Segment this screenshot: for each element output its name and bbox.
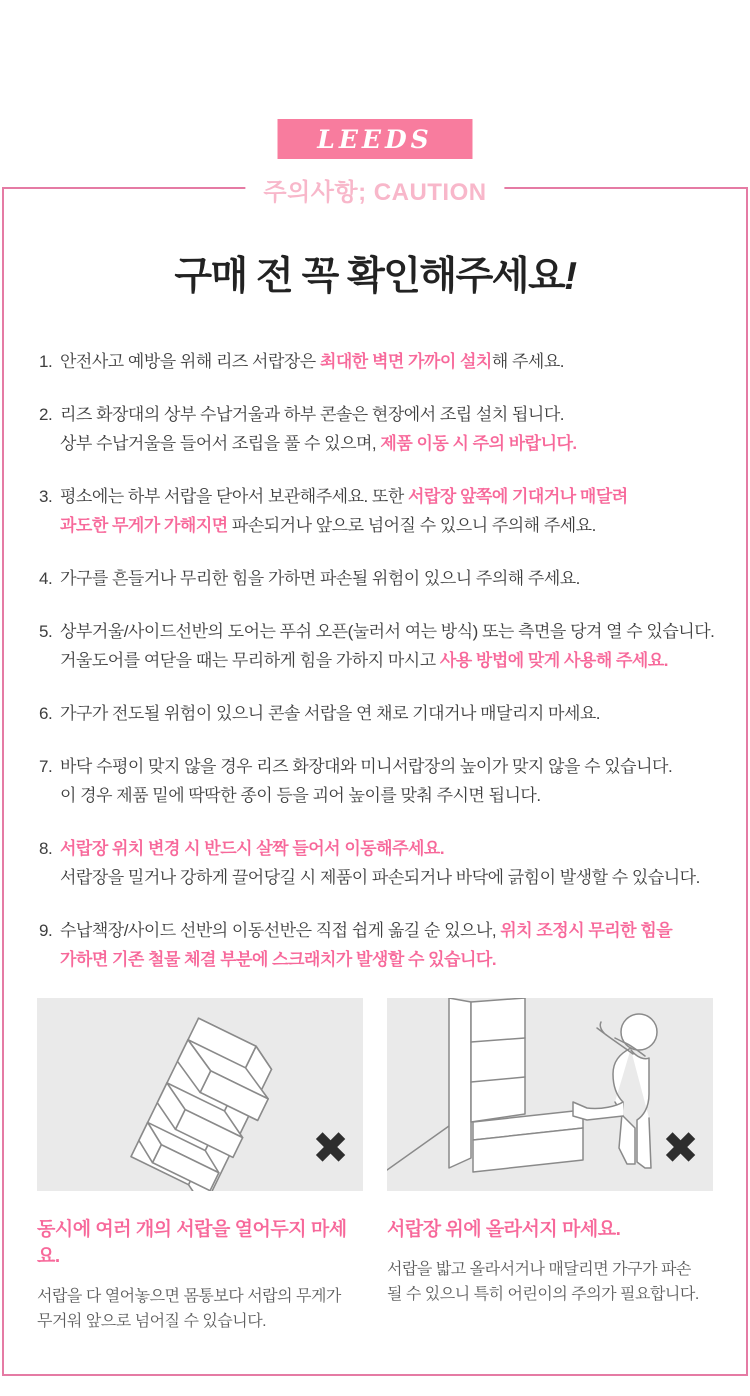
item-number: 3.: [39, 487, 53, 506]
item-highlight: 위치 조정시 무리한 힘을: [500, 921, 673, 940]
figure-captions: [37, 1214, 713, 1334]
figure-child-climbing: [387, 998, 713, 1191]
item-text: 평소에는 하부 서랍을 닫아서 보관해주세요. 또한: [60, 487, 409, 506]
item-text: 바닥 수평이 맞지 않을 경우 리즈 화장대와 미니서랍장의 높이가 맞지 않을 수 있습니다.: [60, 757, 673, 776]
item-text: 거울도어를 여닫을 때는 무리하게 힘을 가하지 마시고: [60, 651, 440, 670]
item-text: 이 경우 제품 밑에 딱딱한 종이 등을 괴어 높이를 맞춰 주시면 됩니다.: [60, 786, 541, 805]
caption-heading: 동시에 여러 개의 서랍을 열어두지 마세요.: [37, 1219, 347, 1267]
prohibited-x-icon: ✖: [662, 1124, 699, 1173]
item-number: 7.: [39, 757, 53, 776]
item-number: 2.: [39, 405, 53, 424]
item-number: 8.: [39, 839, 53, 858]
item-number: 1.: [39, 352, 53, 371]
item-number: 6.: [39, 704, 53, 723]
item-text: 해 주세요.: [491, 352, 564, 371]
item-text: 수납책장/사이드 선반의 이동선반은 직접 쉽게 옮길 순 있으나,: [60, 921, 501, 940]
item-highlight: 사용 방법에 맞게 사용해 주세요.: [439, 651, 668, 670]
caution-item-7: [39, 752, 716, 810]
figure-open-drawers: [37, 998, 363, 1191]
page-title-text: 구매 전 꼭 확인해주세요: [174, 255, 565, 298]
page-title-exclamation: !: [564, 255, 576, 298]
caution-item-8: [39, 834, 716, 892]
item-text: 리즈 화장대의 상부 수납거울과 하부 콘솔은 현장에서 조립 설치 됩니다.: [60, 405, 564, 424]
caption-body-line: 서랍을 밟고 올라서거나 매달리면 가구가 파손: [387, 1261, 691, 1278]
item-text: 상부 수납거울을 들어서 조립을 풀 수 있으며,: [60, 434, 381, 453]
warning-figures: [37, 998, 713, 1191]
caption-body-line: 무거워 앞으로 넘어질 수 있습니다.: [37, 1313, 267, 1330]
item-highlight: 제품 이동 시 주의 바랍니다.: [380, 434, 577, 453]
caption-body-line: 될 수 있으니 특히 어린이의 주의가 필요합니다.: [387, 1286, 699, 1303]
item-number: 9.: [39, 921, 53, 940]
item-text: 상부거울/사이드선반의 도어는 푸쉬 오픈(눌러서 여는 방식) 또는 측면을 당겨 열 수 있습니다.: [60, 622, 715, 641]
caption-body: [387, 1257, 713, 1307]
caution-item-3: [39, 482, 716, 540]
caption-climbing: [387, 1214, 713, 1334]
caution-item-1: [39, 347, 716, 376]
item-highlight: 과도한 무게가 가해지면: [60, 516, 228, 535]
item-text: 가구를 흔들거나 무리한 힘을 가하면 파손될 위험이 있으니 주의해 주세요.: [60, 569, 580, 588]
brand-badge: [278, 119, 473, 159]
caution-list: [39, 347, 716, 974]
item-highlight: 서랍장 앞쪽에 기대거나 매달려: [408, 487, 628, 506]
item-highlight: 서랍장 위치 변경 시 반드시 살짝 들어서 이동해주세요.: [60, 839, 445, 858]
caution-item-2: [39, 400, 716, 458]
caption-heading: 서랍장 위에 올라서지 마세요.: [387, 1219, 621, 1240]
caution-item-5: [39, 617, 716, 675]
caution-item-4: [39, 564, 716, 593]
item-highlight: 가하면 기존 철물 체결 부분에 스크래치가 발생할 수 있습니다.: [60, 950, 497, 969]
page-title: [4, 245, 746, 301]
item-text: 서랍장을 밀거나 강하게 끌어당길 시 제품이 파손되거나 바닥에 긁힘이 발생할 수 있습니다.: [60, 868, 700, 887]
item-text: 가구가 전도될 위험이 있으니 콘솔 서랍을 연 채로 기대거나 매달리지 마세요.: [60, 704, 601, 723]
item-highlight: 최대한 벽면 가까이 설치: [319, 352, 492, 371]
caption-body: [37, 1284, 363, 1334]
caution-frame: [2, 179, 748, 1376]
prohibited-x-icon: ✖: [312, 1124, 349, 1173]
item-number: 4.: [39, 569, 53, 588]
item-text: 안전사고 예방을 위해 리즈 서랍장은: [60, 352, 320, 371]
section-label: 주의사항; CAUTION: [245, 172, 504, 207]
caution-item-9: [39, 916, 716, 974]
item-text: 파손되거나 앞으로 넘어질 수 있으니 주의해 주세요.: [227, 516, 596, 535]
caption-body-line: 서랍을 다 열어놓으면 몸통보다 서랍의 무게가: [37, 1288, 341, 1305]
brand-logo-text: LEEDS: [317, 124, 433, 154]
caution-item-6: [39, 699, 716, 728]
item-number: 5.: [39, 622, 53, 641]
caption-open-drawers: [37, 1214, 363, 1334]
